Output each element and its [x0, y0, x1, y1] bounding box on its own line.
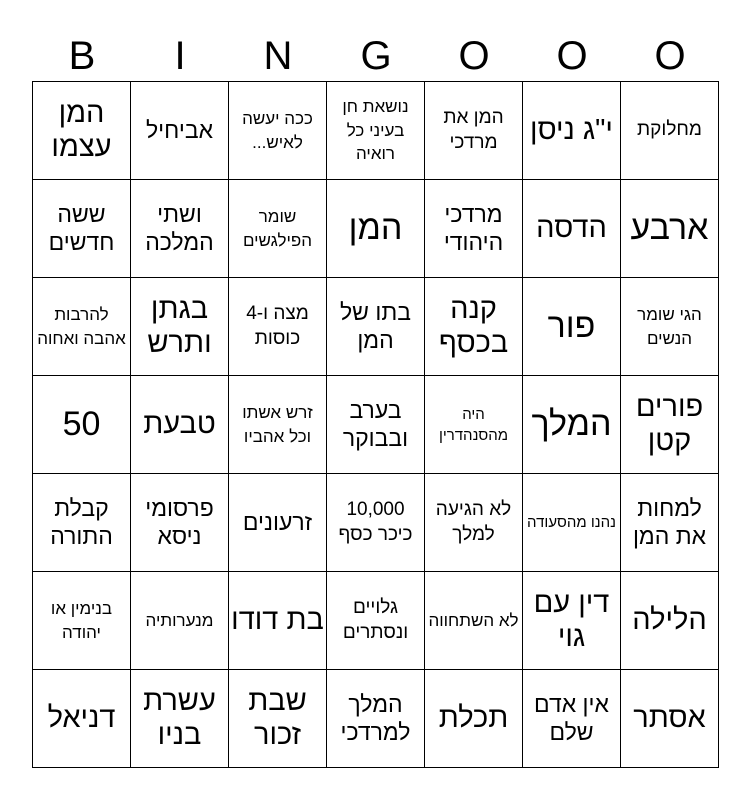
- bingo-cell: למחות את המן: [621, 474, 719, 572]
- bingo-cell: 10,000 כיכר כסף: [327, 474, 425, 572]
- bingo-cell: קבלת התורה: [33, 474, 131, 572]
- bingo-cell: אין אדם שלם: [523, 670, 621, 768]
- header-letter-g: G: [360, 34, 392, 78]
- bingo-cell: ארבע: [621, 180, 719, 278]
- header-letter-o3: O: [654, 34, 686, 78]
- bingo-cell: י"ג ניסן: [523, 82, 621, 180]
- header-letter-b: B: [68, 34, 96, 78]
- bingo-cell: לא השתחווה: [425, 572, 523, 670]
- bingo-cell: המן: [327, 180, 425, 278]
- bingo-cell: טבעת: [131, 376, 229, 474]
- header-letter-i: I: [174, 34, 186, 78]
- bingo-cell: 50: [33, 376, 131, 474]
- bingo-board: [32, 81, 719, 768]
- bingo-cell: נושאת חן בעיני כל רואיה: [327, 82, 425, 180]
- bingo-cell: אביחיל: [131, 82, 229, 180]
- bingo-cell: הגי שומר הנשים: [621, 278, 719, 376]
- bingo-cell: נהנו מהסעודה: [523, 474, 621, 572]
- bingo-cell: זרעונים: [229, 474, 327, 572]
- bingo-cell: שומר הפילגשים: [229, 180, 327, 278]
- bingo-cell: פרסומי ניסא: [131, 474, 229, 572]
- header-letter-o1: O: [458, 34, 490, 78]
- bingo-header: [33, 30, 719, 82]
- header-letter-n: N: [263, 34, 293, 78]
- bingo-cell: פור: [523, 278, 621, 376]
- bingo-cell: תכלת: [425, 670, 523, 768]
- bingo-cell: דין עם גוי: [523, 572, 621, 670]
- bingo-cell: מנערותיה: [131, 572, 229, 670]
- bingo-cell: שבת זכור: [229, 670, 327, 768]
- header-letter-o2: O: [556, 34, 588, 78]
- bingo-cell: פורים קטן: [621, 376, 719, 474]
- bingo-cell: בתו של המן: [327, 278, 425, 376]
- bingo-cell: ששה חדשים: [33, 180, 131, 278]
- bingo-cell: זרש אשתו וכל אהביו: [229, 376, 327, 474]
- bingo-cell: המלך למרדכי: [327, 670, 425, 768]
- bingo-cell: להרבות אהבה ואחוה: [33, 278, 131, 376]
- bingo-cell: המן את מרדכי: [425, 82, 523, 180]
- bingo-cell: הלילה: [621, 572, 719, 670]
- bingo-cell: קנה בכסף: [425, 278, 523, 376]
- bingo-cell: ככה יעשה לאיש...: [229, 82, 327, 180]
- bingo-cell: היה מהסנהדרין: [425, 376, 523, 474]
- bingo-cell: לא הגיעה למלך: [425, 474, 523, 572]
- bingo-cell: מחלוקת: [621, 82, 719, 180]
- bingo-cell: ושתי המלכה: [131, 180, 229, 278]
- bingo-cell: עשרת בניו: [131, 670, 229, 768]
- bingo-cell: המלך: [523, 376, 621, 474]
- bingo-cell: גלויים ונסתרים: [327, 572, 425, 670]
- bingo-cell: בגתן ותרש: [131, 278, 229, 376]
- bingo-cell: מרדכי היהודי: [425, 180, 523, 278]
- bingo-cell: מצה ו-4 כוסות: [229, 278, 327, 376]
- bingo-cell: המן עצמו: [33, 82, 131, 180]
- bingo-cell: הדסה: [523, 180, 621, 278]
- bingo-cell: בערב ובבוקר: [327, 376, 425, 474]
- bingo-cell: בנימין או יהודה: [33, 572, 131, 670]
- bingo-cell: דניאל: [33, 670, 131, 768]
- bingo-cell: בת דודו: [229, 572, 327, 670]
- bingo-cell: אסתר: [621, 670, 719, 768]
